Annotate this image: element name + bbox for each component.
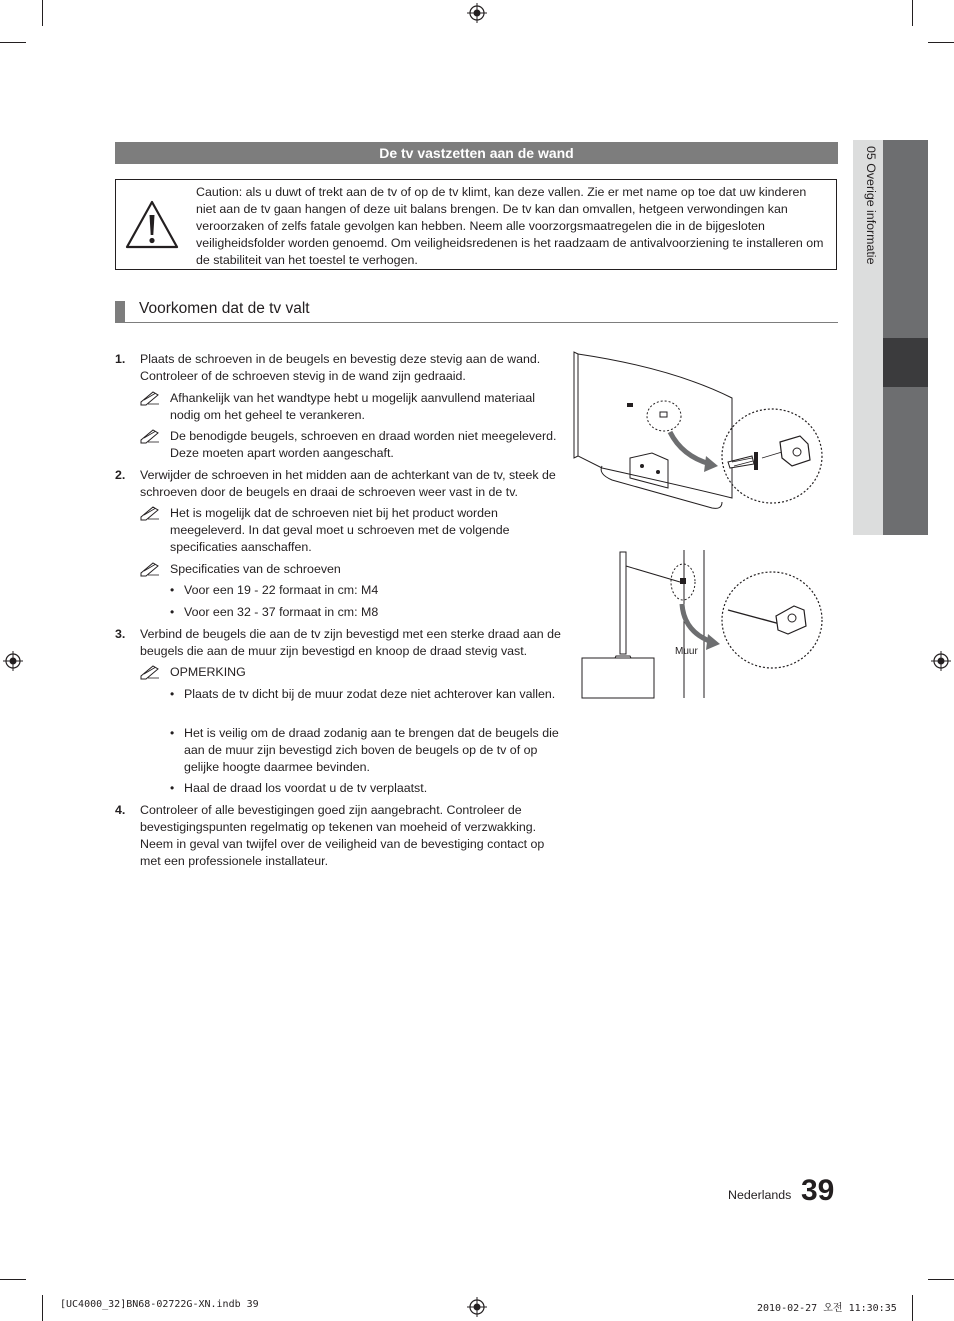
note-text: Het is mogelijk dat de schroeven niet bij het product worden meegeleverd. In dat geval moet u schroeven met de volgende specificaties aanschaffen. [170, 506, 510, 554]
side-tab-active-marker [883, 338, 928, 387]
crop-mark [912, 0, 913, 26]
caution-body: : als u duwt of trekt aan de tv of op de tv klimt, kan deze vallen. Zie er met name op toe dat uw kinderen niet aan de tv gaan hangen of deze uit balans brengen. De tv kan dan omvallen, hetgeen verwondingen kan veroorzaken of zelfs fatale gevolgen kan hebben. Neem alle voorzorgsmaatregelen die in de bijgesloten veiligheidsfolder worden genoemd. Om veiligheidsredenen is het raadzaam de antivalvoorziening te installeren om de stabiliteit van het toestel te verhogen. [196, 185, 824, 267]
bullet-dot: • [170, 781, 175, 795]
registration-mark-icon [467, 3, 487, 23]
subheading: Voorkomen dat de tv valt [139, 300, 310, 317]
bullet-text: Plaats de tv dicht bij de muur zodat deze niet achterover kan vallen. [184, 687, 556, 701]
step-text: Verbind de beugels die aan de tv zijn bevestigd met een sterke draad aan de beugels die aan de muur zijn bevestigd en knoop de draad stevig vast. [140, 627, 561, 658]
caution-text [196, 184, 828, 269]
crop-mark [0, 42, 26, 43]
bullet-dot: • [170, 605, 175, 619]
bullet-text: Voor een 19 - 22 formaat in cm: M4 [184, 583, 379, 597]
page-number: 39 [801, 1174, 835, 1207]
bullet-dot: • [170, 726, 175, 740]
caution-label: Caution [196, 185, 239, 199]
step-text: Controleer of alle bevestigingen goed zijn aangebracht. Controleer de bevestigingspunten regelmatig op tekenen van moeheid of verzwakking. Neem in geval van twijfel over de veiligheid van de bevestiging contact op met een professionele installateur. [140, 803, 545, 868]
note-label: OPMERKING [170, 665, 246, 679]
bullet-text: Voor een 32 - 37 formaat in cm: M8 [184, 605, 379, 619]
tv-wall-side-illustration [580, 548, 826, 700]
note-pencil-icon [139, 664, 161, 680]
note-text: Afhankelijk van het wandtype hebt u mogelijk aanvullend materiaal nodig om het geheel te verankeren. [170, 391, 536, 422]
registration-mark-icon [3, 651, 23, 671]
step-number: 4. [115, 803, 126, 817]
subheading-rule [115, 322, 838, 323]
note-pencil-icon [139, 561, 161, 577]
tv-back-bracket-illustration [572, 348, 828, 514]
side-tab-label: 05 Overige informatie [864, 146, 878, 265]
bullet-dot: • [170, 583, 175, 597]
wall-label: Muur [675, 646, 698, 657]
section-header: De tv vastzetten aan de wand [115, 142, 838, 164]
bullet-text: Het is veilig om de draad zodanig aan te brengen dat de beugels die aan de muur zijn bevestigd zich boven de beugels op de tv of op gelijke hoogte daarmee bevinden. [184, 726, 559, 774]
crop-mark [42, 0, 43, 26]
note-pencil-icon [139, 505, 161, 521]
registration-mark-icon [467, 1297, 487, 1317]
note-text: De benodigde beugels, schroeven en draad worden niet meegeleverd. Deze moeten apart worden aangeschaft. [170, 429, 557, 460]
registration-mark-icon [931, 651, 951, 671]
note-pencil-icon [139, 428, 161, 444]
caution-box [115, 179, 837, 270]
footer-language: Nederlands [728, 1188, 792, 1202]
crop-mark [928, 42, 954, 43]
note-text: Specificaties van de schroeven [170, 562, 341, 576]
step-number: 3. [115, 627, 126, 641]
crop-mark [42, 1295, 43, 1321]
warning-triangle-icon [124, 199, 180, 251]
print-slug-left: [UC4000_32]BN68-02722G-XN.indb 39 [60, 1299, 259, 1310]
step-text: Verwijder de schroeven in het midden aan de achterkant van de tv, steek de schroeven door de beugels en draai de schroeven weer vast in de tv. [140, 468, 556, 499]
crop-mark [928, 1279, 954, 1280]
note-pencil-icon [139, 390, 161, 406]
subheading-marker [115, 301, 125, 322]
crop-mark [912, 1295, 913, 1321]
step-number: 1. [115, 352, 126, 366]
crop-mark [0, 1279, 26, 1280]
step-number: 2. [115, 468, 126, 482]
bullet-text: Haal de draad los voordat u de tv verplaatst. [184, 781, 428, 795]
step-text: Plaats de schroeven in de beugels en bevestig deze stevig aan de wand. Controleer of de schroeven stevig in de wand zijn gedraaid. [140, 352, 541, 383]
print-slug-right: 2010-02-27 오전 11:30:35 [757, 1303, 897, 1314]
bullet-dot: • [170, 687, 175, 701]
